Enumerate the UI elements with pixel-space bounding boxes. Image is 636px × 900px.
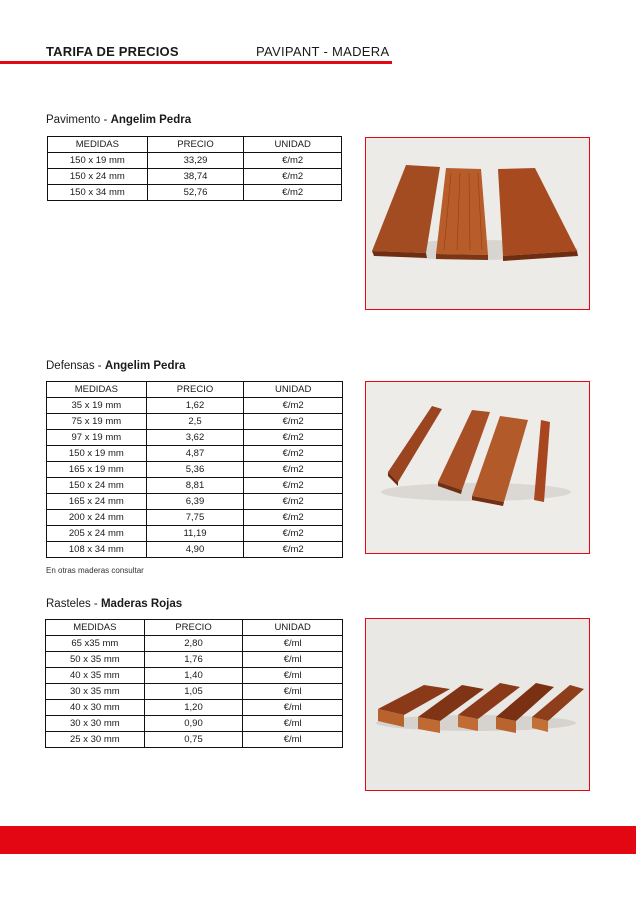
product-photo-rasteles — [365, 618, 590, 791]
column-header-precio: PRECIO — [147, 137, 244, 153]
price-table-pavimento — [47, 136, 342, 201]
column-header-unidad: UNIDAD — [244, 137, 342, 153]
cell-precio: 1,76 — [144, 652, 243, 668]
cell-unidad: €/m2 — [244, 462, 343, 478]
table-row — [47, 430, 343, 446]
cell-precio: 0,75 — [144, 732, 243, 748]
cell-unidad: €/ml — [243, 652, 343, 668]
cell-unidad: €/m2 — [244, 169, 342, 185]
cell-precio: 1,05 — [144, 684, 243, 700]
cell-medidas: 97 x 19 mm — [47, 430, 147, 446]
cell-unidad: €/ml — [243, 636, 343, 652]
section-prefix: Pavimento - — [46, 114, 111, 126]
cell-unidad: €/ml — [243, 716, 343, 732]
cell-medidas: 150 x 19 mm — [47, 446, 147, 462]
cell-unidad: €/m2 — [244, 430, 343, 446]
cell-precio: 0,90 — [144, 716, 243, 732]
price-table-rasteles — [45, 619, 343, 748]
cell-medidas: 75 x 19 mm — [47, 414, 147, 430]
column-header-medidas: MEDIDAS — [47, 382, 147, 398]
page-title: TARIFA DE PRECIOS — [46, 44, 179, 59]
section-prefix: Defensas - — [46, 360, 105, 372]
section-name: Angelim Pedra — [110, 114, 192, 126]
column-header-medidas: MEDIDAS — [46, 620, 145, 636]
table-row — [47, 510, 343, 526]
section-title-pavimento — [46, 114, 191, 126]
cell-precio: 5,36 — [146, 462, 244, 478]
cell-precio: 6,39 — [146, 494, 244, 510]
cell-precio: 38,74 — [147, 169, 244, 185]
section-name: Maderas Rojas — [100, 598, 183, 610]
table-row — [48, 169, 342, 185]
table-row — [47, 526, 343, 542]
cell-unidad: €/ml — [243, 668, 343, 684]
cell-medidas: 150 x 24 mm — [47, 478, 147, 494]
cell-medidas: 35 x 19 mm — [47, 398, 147, 414]
cell-unidad: €/m2 — [244, 510, 343, 526]
decking-boards-image — [366, 138, 589, 309]
table-row — [46, 716, 343, 732]
table-row — [46, 636, 343, 652]
cell-precio: 2,80 — [144, 636, 243, 652]
cell-unidad: €/ml — [243, 732, 343, 748]
cell-unidad: €/ml — [243, 700, 343, 716]
cell-precio: 7,75 — [146, 510, 244, 526]
cell-medidas: 30 x 35 mm — [46, 684, 145, 700]
table-row — [46, 652, 343, 668]
header-divider — [0, 61, 392, 64]
wood-moulding-image — [366, 382, 589, 553]
table-row — [47, 398, 343, 414]
table-row — [46, 668, 343, 684]
cell-medidas: 25 x 30 mm — [46, 732, 145, 748]
column-header-unidad: UNIDAD — [244, 382, 343, 398]
cell-unidad: €/m2 — [244, 185, 342, 201]
table-header-row — [47, 382, 343, 398]
cell-medidas: 205 x 24 mm — [47, 526, 147, 542]
product-photo-defensas — [365, 381, 590, 554]
cell-medidas: 30 x 30 mm — [46, 716, 145, 732]
column-header-precio: PRECIO — [146, 382, 244, 398]
cell-unidad: €/m2 — [244, 398, 343, 414]
table-header-row — [46, 620, 343, 636]
table-row — [47, 446, 343, 462]
column-header-precio: PRECIO — [144, 620, 243, 636]
price-table-defensas — [46, 381, 343, 558]
cell-precio: 1,20 — [144, 700, 243, 716]
cell-medidas: 150 x 34 mm — [48, 185, 148, 201]
cell-medidas: 40 x 35 mm — [46, 668, 145, 684]
table-row — [47, 414, 343, 430]
cell-precio: 2,5 — [146, 414, 244, 430]
cell-medidas: 200 x 24 mm — [47, 510, 147, 526]
cell-unidad: €/m2 — [244, 526, 343, 542]
cell-unidad: €/m2 — [244, 542, 343, 558]
cell-medidas: 165 x 24 mm — [47, 494, 147, 510]
cell-medidas: 150 x 19 mm — [48, 153, 148, 169]
section-title-defensas — [46, 360, 185, 372]
cell-medidas: 65 x35 mm — [46, 636, 145, 652]
table-row — [46, 732, 343, 748]
table-header-row — [48, 137, 342, 153]
cell-precio: 4,90 — [146, 542, 244, 558]
cell-precio: 8,81 — [146, 478, 244, 494]
table-row — [48, 185, 342, 201]
cell-unidad: €/m2 — [244, 446, 343, 462]
cell-precio: 33,29 — [147, 153, 244, 169]
table-row — [47, 462, 343, 478]
column-header-medidas: MEDIDAS — [48, 137, 148, 153]
cell-medidas: 50 x 35 mm — [46, 652, 145, 668]
table-note: En otras maderas consultar — [46, 566, 144, 575]
table-row — [47, 542, 343, 558]
product-photo-pavimento — [365, 137, 590, 310]
cell-precio: 1,62 — [146, 398, 244, 414]
cell-unidad: €/m2 — [244, 414, 343, 430]
column-header-unidad: UNIDAD — [243, 620, 343, 636]
wood-battens-image — [366, 619, 589, 790]
cell-precio: 3,62 — [146, 430, 244, 446]
table-row — [46, 700, 343, 716]
table-row — [47, 478, 343, 494]
cell-medidas: 165 x 19 mm — [47, 462, 147, 478]
cell-unidad: €/m2 — [244, 478, 343, 494]
table-row — [46, 684, 343, 700]
cell-unidad: €/ml — [243, 684, 343, 700]
section-name: Angelim Pedra — [104, 360, 186, 372]
section-title-rasteles — [46, 598, 182, 610]
brand-title: PAVIPANT - MADERA — [256, 44, 390, 59]
cell-precio: 52,76 — [147, 185, 244, 201]
cell-medidas: 108 x 34 mm — [47, 542, 147, 558]
cell-unidad: €/m2 — [244, 153, 342, 169]
cell-unidad: €/m2 — [244, 494, 343, 510]
cell-precio: 1,40 — [144, 668, 243, 684]
cell-medidas: 150 x 24 mm — [48, 169, 148, 185]
section-prefix: Rasteles - — [46, 598, 101, 610]
footer-bar — [0, 826, 636, 854]
cell-precio: 4,87 — [146, 446, 244, 462]
table-row — [48, 153, 342, 169]
cell-precio: 11,19 — [146, 526, 244, 542]
cell-medidas: 40 x 30 mm — [46, 700, 145, 716]
table-row — [47, 494, 343, 510]
